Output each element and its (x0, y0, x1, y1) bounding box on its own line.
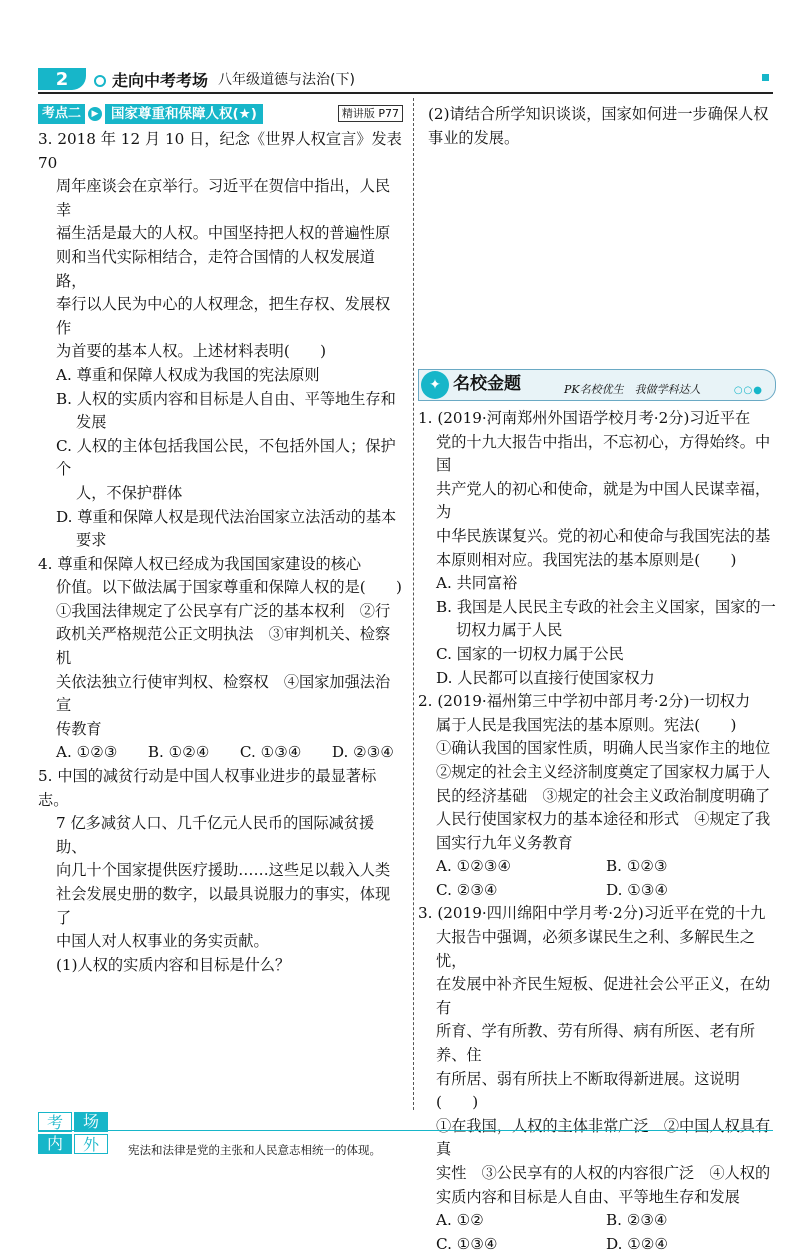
options-row: A. ①②③ B. ①②④ C. ①③④ D. ②③④ (56, 743, 394, 762)
banner-title: 名校金题 (453, 374, 521, 395)
header-subtitle: 八年级道德与法治(下) (218, 72, 355, 88)
question-line: ①我国法律规定了公民享有广泛的基本权利 ②行 (56, 601, 391, 620)
page-number: 2 (38, 68, 86, 90)
header-square-icon (762, 74, 769, 81)
question-line: 属于人民是我国宪法的基本原则。宪法( ) (436, 715, 737, 734)
question-line: ①在我国，人权的主体非常广泛 ②中国人权具有真 (436, 1116, 771, 1159)
question-line: 3. (2019·四川绵阳中学月考·2分)习近平在党的十九 (418, 904, 766, 923)
question-line: 国实行九年义务教育 (436, 833, 573, 852)
option-c: C. 国家的一切权力属于公民 (436, 644, 624, 663)
play-arrow-icon: ▶ (88, 107, 102, 121)
question-line: 价值。以下做法属于国家尊重和保障人权的是( ) (56, 578, 402, 597)
options-row (418, 879, 776, 903)
question-line: ②规定的社会主义经济制度奠定了国家权力属于人 (436, 762, 771, 781)
question-line: 实质内容和目标是人自由、平等地生存和发展 (436, 1187, 740, 1206)
question-line: 在发展中补齐民生短板、促进社会公平正义，在幼有 (436, 975, 771, 1017)
kaochang-neiwai-logo (38, 1112, 110, 1156)
question-line: 所育、学有所教、劳有所得、病有所医、老有所养、住 (436, 1022, 755, 1065)
question-line: 周年座谈会在京举行。习近平在贺信中指出，人民幸 (56, 177, 391, 219)
question-line: 有所居、弱有所扶上不断取得新进展。这说明( ) (436, 1069, 740, 1112)
option-c-cont: 人，不保护群体 (76, 483, 183, 502)
option-c: C. ②③④ (436, 880, 498, 899)
left-column (38, 103, 403, 977)
question-line: 本原则相对应。我国宪法的基本原则是( ) (436, 550, 737, 569)
question-line: 人民行使国家权力的基本途径和形式 ④规定了我 (436, 810, 771, 829)
header-dot-icon (94, 75, 106, 87)
question-line: 事业的发展。 (428, 128, 520, 147)
question-line: 实性 ③公民享有的人权的内容很广泛 ④人权的 (436, 1164, 771, 1182)
option-c: C. 人权的主体包括我国公民，不包括外国人；保护个 (56, 436, 396, 479)
section-reference: 精讲版 P77 (338, 105, 403, 122)
right-question-3 (414, 902, 776, 1256)
question-3 (38, 128, 403, 553)
mingxiao-banner (418, 369, 776, 401)
question-line: 社会发展史册的数字，以最具说服力的事实，体现了 (56, 885, 391, 927)
option-b-cont: 切权力属于人民 (456, 621, 563, 640)
question-line: 为首要的基本人权。上述材料表明( ) (56, 342, 327, 361)
right-question-2 (414, 690, 776, 902)
section-tag: 考点二 (38, 104, 85, 124)
question-line: 3. 2018 年 12 月 10 日，纪念《世界人权宣言》发表 70 (38, 130, 402, 172)
right-question-1 (414, 407, 776, 690)
logo-char: 内 (38, 1134, 72, 1154)
right-column-main (414, 369, 776, 1256)
options-row (418, 1233, 776, 1256)
question-line: 5. 中国的减贫行动是中国人权事业进步的最显著标志。 (38, 767, 377, 809)
question-line: 福生活是最大的人权。中国坚持把人权的普遍性原 (56, 224, 391, 243)
question-line: 4. 尊重和保障人权已经成为我国国家建设的核心 (38, 554, 362, 573)
option-d: D. 尊重和保障人权是现代法治国家立法活动的基本 (56, 507, 397, 526)
option-a: A. ①② (436, 1211, 484, 1230)
question-4 (38, 553, 403, 765)
question-line: 党的十九大报告中指出，不忘初心，方得始终。中国 (436, 432, 771, 475)
question-line: 政机关严格规范公正文明执法 ③审判机关、检察机 (56, 625, 391, 668)
question-line: 中华民族谋复兴。党的初心和使命与我国宪法的基 (436, 526, 771, 545)
option-d: D. ①③④ (606, 880, 669, 899)
options-row (418, 1209, 776, 1233)
swoosh-icon: ✦ (421, 371, 449, 399)
question-line: 大报告中强调，必须多谋民生之利、多解民生之忧， (436, 928, 755, 970)
question-line: 7 亿多减贫人口、几千亿元人民币的国际减贫援助、 (56, 814, 375, 856)
option-b: B. 我国是人民民主专政的社会主义国家，国家的一 (436, 597, 776, 616)
footer-quote: 宪法和法律是党的主张和人民意志相统一的体现。 (128, 1143, 381, 1157)
option-b-cont: 发展 (76, 413, 107, 432)
option-b: B. ①②③ (606, 857, 668, 876)
banner-slogan: PK名校优生 我做学科达人 (564, 383, 701, 396)
sub-question-2 (428, 103, 776, 150)
options-row (418, 855, 776, 879)
question-line: 关依法独立行使审判权、检察权 ④国家加强法治宣 (56, 672, 391, 715)
question-5 (38, 765, 403, 977)
banner-dots: ○○● (733, 385, 763, 396)
sub-question: (1)人权的实质内容和目标是什么？ (56, 955, 291, 974)
page-header (38, 68, 773, 94)
option-a: A. 共同富裕 (436, 574, 518, 593)
option-d: D. ①②④ (606, 1234, 669, 1253)
question-line: 2. (2019·福州第三中学初中部月考·2分)一切权力 (418, 692, 751, 711)
question-line: 传教育 (56, 719, 102, 738)
option-a: A. 尊重和保障人权成为我国的宪法原则 (56, 365, 320, 384)
logo-char: 考 (38, 1112, 72, 1132)
option-b: B. ②③④ (606, 1211, 668, 1230)
question-line: 中国人对人权事业的务实贡献。 (56, 932, 269, 951)
question-line: 1. (2019·河南郑州外国语学校月考·2分)习近平在 (418, 409, 751, 427)
logo-char: 外 (74, 1134, 108, 1154)
question-line: (2)请结合所学知识谈谈，国家如何进一步确保人权 (428, 105, 769, 123)
section-heading (38, 103, 403, 125)
header-title: 走向中考考场 (112, 71, 209, 90)
question-line: 奉行以人民为中心的人权理念，把生存权、发展权作 (56, 295, 391, 337)
footer-rule (38, 1130, 773, 1131)
question-line: 共产党人的初心和使命，就是为中国人民谋幸福，为 (436, 479, 771, 522)
option-c: C. ①③④ (436, 1234, 498, 1253)
option-d: D. 人民都可以直接行使国家权力 (436, 668, 655, 687)
question-line: ①确认我国的国家性质，明确人民当家作主的地位 (436, 739, 771, 758)
question-line: 民的经济基础 ③规定的社会主义政治制度明确了 (436, 786, 771, 805)
logo-char: 场 (74, 1112, 108, 1132)
option-d-cont: 要求 (76, 531, 107, 550)
right-column (428, 103, 776, 150)
option-a: A. ①②③④ (436, 857, 512, 876)
section-title: 国家尊重和保障人权(★) (105, 104, 263, 124)
question-line: 向几十个国家提供医疗援助……这些足以载入人类 (56, 861, 391, 880)
option-b: B. 人权的实质内容和目标是人自由、平等地生存和 (56, 389, 396, 408)
question-line: 则和当代实际相结合，走符合国情的人权发展道路， (56, 247, 375, 290)
